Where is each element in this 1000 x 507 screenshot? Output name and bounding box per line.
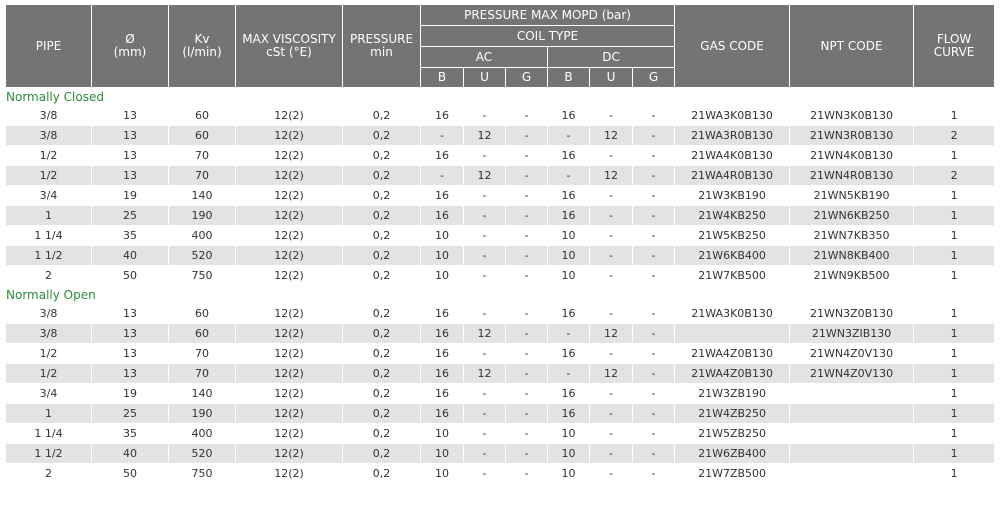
cell-ac-u: - <box>464 266 506 286</box>
cell-pipe: 3/8 <box>6 304 92 324</box>
cell-max-viscosity: 12(2) <box>236 344 343 364</box>
header-dc-g: G <box>633 68 675 88</box>
cell-pressure-min: 0,2 <box>343 424 421 444</box>
cell-dc-g: - <box>633 126 675 146</box>
cell-flow-curve: 1 <box>914 304 994 324</box>
cell-dc-b: 16 <box>548 206 590 226</box>
cell-dc-u: 12 <box>590 126 633 146</box>
header-pressure-min: PRESSURE min <box>343 5 421 88</box>
cell-npt-code <box>790 384 914 404</box>
cell-dc-u: - <box>590 266 633 286</box>
cell-dc-g: - <box>633 226 675 246</box>
header-dc-b: B <box>548 68 590 88</box>
cell-gas-code: 21W6ZB400 <box>675 444 790 464</box>
cell-diameter: 13 <box>92 166 169 186</box>
cell-diameter: 13 <box>92 324 169 344</box>
cell-ac-u: - <box>464 226 506 246</box>
cell-flow-curve: 2 <box>914 166 994 186</box>
cell-dc-b: - <box>548 166 590 186</box>
cell-ac-b: 10 <box>421 464 464 484</box>
cell-kv: 400 <box>169 424 236 444</box>
table-row <box>6 324 994 344</box>
section-normally-closed-heading <box>6 88 994 106</box>
cell-ac-g: - <box>506 304 548 324</box>
cell-gas-code: 21W5KB250 <box>675 226 790 246</box>
cell-max-viscosity: 12(2) <box>236 186 343 206</box>
cell-ac-g: - <box>506 166 548 186</box>
cell-dc-b: 16 <box>548 304 590 324</box>
cell-pressure-min: 0,2 <box>343 444 421 464</box>
cell-gas-code: 21W5ZB250 <box>675 424 790 444</box>
cell-kv: 70 <box>169 166 236 186</box>
cell-dc-g: - <box>633 304 675 324</box>
header-ac-b: B <box>421 68 464 88</box>
cell-dc-u: 12 <box>590 166 633 186</box>
cell-dc-g: - <box>633 146 675 166</box>
cell-kv: 60 <box>169 324 236 344</box>
cell-dc-g: - <box>633 364 675 384</box>
cell-dc-u: - <box>590 464 633 484</box>
cell-kv: 70 <box>169 146 236 166</box>
cell-kv: 520 <box>169 444 236 464</box>
header-dc: DC <box>548 47 675 68</box>
cell-ac-b: 16 <box>421 106 464 126</box>
cell-dc-u: - <box>590 404 633 424</box>
cell-npt-code <box>790 404 914 424</box>
table-row <box>6 424 994 444</box>
cell-pipe: 1 1/4 <box>6 226 92 246</box>
cell-npt-code: 21WN9KB500 <box>790 266 914 286</box>
cell-max-viscosity: 12(2) <box>236 146 343 166</box>
cell-pipe: 1 <box>6 206 92 226</box>
cell-ac-b: 16 <box>421 206 464 226</box>
cell-ac-b: 10 <box>421 246 464 266</box>
cell-dc-b: 10 <box>548 226 590 246</box>
table-row <box>6 304 994 324</box>
cell-gas-code: 21WA4R0B130 <box>675 166 790 186</box>
cell-ac-g: - <box>506 324 548 344</box>
cell-flow-curve: 1 <box>914 266 994 286</box>
cell-dc-u: - <box>590 344 633 364</box>
header-flow-curve: FLOW CURVE <box>914 5 994 88</box>
cell-ac-g: - <box>506 186 548 206</box>
cell-dc-b: 10 <box>548 266 590 286</box>
cell-dc-g: - <box>633 464 675 484</box>
cell-gas-code: 21W3ZB190 <box>675 384 790 404</box>
cell-max-viscosity: 12(2) <box>236 304 343 324</box>
cell-dc-b: - <box>548 364 590 384</box>
cell-ac-g: - <box>506 364 548 384</box>
cell-ac-g: - <box>506 344 548 364</box>
cell-pressure-min: 0,2 <box>343 464 421 484</box>
cell-ac-g: - <box>506 206 548 226</box>
table-row <box>6 226 994 246</box>
cell-flow-curve: 1 <box>914 384 994 404</box>
table-row <box>6 364 994 384</box>
cell-gas-code: 21W7ZB500 <box>675 464 790 484</box>
cell-dc-g: - <box>633 206 675 226</box>
section-title: Normally Closed <box>6 88 994 106</box>
cell-ac-b: 16 <box>421 324 464 344</box>
cell-npt-code <box>790 424 914 444</box>
cell-kv: 60 <box>169 126 236 146</box>
cell-gas-code: 21W7KB500 <box>675 266 790 286</box>
cell-npt-code <box>790 444 914 464</box>
cell-ac-u: 12 <box>464 126 506 146</box>
table-header <box>6 5 994 88</box>
cell-npt-code: 21WN3ZIB130 <box>790 324 914 344</box>
cell-ac-b: 16 <box>421 404 464 424</box>
cell-dc-b: 10 <box>548 444 590 464</box>
cell-flow-curve: 1 <box>914 364 994 384</box>
cell-pressure-min: 0,2 <box>343 226 421 246</box>
cell-max-viscosity: 12(2) <box>236 324 343 344</box>
cell-dc-u: - <box>590 246 633 266</box>
cell-pressure-min: 0,2 <box>343 166 421 186</box>
cell-dc-u: - <box>590 186 633 206</box>
table-row <box>6 166 994 186</box>
cell-npt-code: 21WN4Z0V130 <box>790 344 914 364</box>
cell-max-viscosity: 12(2) <box>236 404 343 424</box>
cell-pressure-min: 0,2 <box>343 404 421 424</box>
cell-dc-u: - <box>590 146 633 166</box>
cell-dc-b: 16 <box>548 186 590 206</box>
cell-npt-code: 21WN8KB400 <box>790 246 914 266</box>
cell-pressure-min: 0,2 <box>343 324 421 344</box>
cell-dc-u: - <box>590 206 633 226</box>
cell-max-viscosity: 12(2) <box>236 444 343 464</box>
cell-dc-g: - <box>633 246 675 266</box>
section-title: Normally Open <box>6 286 994 304</box>
cell-flow-curve: 1 <box>914 226 994 246</box>
cell-kv: 140 <box>169 384 236 404</box>
cell-npt-code: 21WN7KB350 <box>790 226 914 246</box>
cell-pressure-min: 0,2 <box>343 126 421 146</box>
cell-dc-b: 16 <box>548 106 590 126</box>
cell-max-viscosity: 12(2) <box>236 246 343 266</box>
table-row <box>6 344 994 364</box>
cell-flow-curve: 1 <box>914 106 994 126</box>
cell-ac-b: 16 <box>421 146 464 166</box>
cell-dc-g: - <box>633 266 675 286</box>
cell-gas-code: 21WA4Z0B130 <box>675 344 790 364</box>
table-row <box>6 384 994 404</box>
cell-max-viscosity: 12(2) <box>236 364 343 384</box>
cell-diameter: 13 <box>92 364 169 384</box>
cell-diameter: 25 <box>92 206 169 226</box>
cell-diameter: 25 <box>92 404 169 424</box>
cell-max-viscosity: 12(2) <box>236 166 343 186</box>
cell-flow-curve: 1 <box>914 464 994 484</box>
cell-ac-u: - <box>464 106 506 126</box>
cell-dc-g: - <box>633 444 675 464</box>
header-dc-u: U <box>590 68 633 88</box>
table-row <box>6 266 994 286</box>
table-row <box>6 464 994 484</box>
cell-dc-b: 16 <box>548 404 590 424</box>
cell-gas-code: 21W6KB400 <box>675 246 790 266</box>
cell-pressure-min: 0,2 <box>343 364 421 384</box>
cell-ac-b: - <box>421 126 464 146</box>
cell-dc-g: - <box>633 166 675 186</box>
cell-kv: 190 <box>169 206 236 226</box>
cell-flow-curve: 1 <box>914 146 994 166</box>
cell-diameter: 35 <box>92 226 169 246</box>
cell-pipe: 3/8 <box>6 106 92 126</box>
cell-gas-code: 21WA4K0B130 <box>675 146 790 166</box>
cell-pressure-min: 0,2 <box>343 146 421 166</box>
cell-kv: 400 <box>169 226 236 246</box>
cell-flow-curve: 1 <box>914 246 994 266</box>
cell-gas-code: 21W3KB190 <box>675 186 790 206</box>
cell-diameter: 19 <box>92 186 169 206</box>
cell-pressure-min: 0,2 <box>343 266 421 286</box>
cell-diameter: 13 <box>92 126 169 146</box>
cell-npt-code: 21WN3K0B130 <box>790 106 914 126</box>
cell-ac-g: - <box>506 126 548 146</box>
cell-pressure-min: 0,2 <box>343 186 421 206</box>
cell-dc-u: 12 <box>590 364 633 384</box>
cell-diameter: 50 <box>92 266 169 286</box>
cell-max-viscosity: 12(2) <box>236 464 343 484</box>
cell-pipe: 3/4 <box>6 384 92 404</box>
cell-flow-curve: 1 <box>914 324 994 344</box>
section-normally-open-rows <box>6 304 994 484</box>
cell-diameter: 40 <box>92 444 169 464</box>
section-normally-closed-rows <box>6 106 994 286</box>
cell-pipe: 3/4 <box>6 186 92 206</box>
cell-ac-u: - <box>464 404 506 424</box>
cell-diameter: 13 <box>92 304 169 324</box>
cell-kv: 140 <box>169 186 236 206</box>
cell-ac-b: 16 <box>421 186 464 206</box>
cell-flow-curve: 1 <box>914 186 994 206</box>
cell-ac-u: - <box>464 304 506 324</box>
cell-ac-u: - <box>464 344 506 364</box>
cell-max-viscosity: 12(2) <box>236 106 343 126</box>
cell-pipe: 1 1/2 <box>6 246 92 266</box>
cell-npt-code <box>790 464 914 484</box>
cell-pipe: 2 <box>6 266 92 286</box>
cell-ac-u: - <box>464 424 506 444</box>
table-row <box>6 106 994 126</box>
cell-dc-g: - <box>633 106 675 126</box>
cell-pressure-min: 0,2 <box>343 304 421 324</box>
cell-dc-g: - <box>633 186 675 206</box>
cell-ac-b: 16 <box>421 384 464 404</box>
header-kv: Kv (l/min) <box>169 5 236 88</box>
cell-ac-u: - <box>464 186 506 206</box>
header-npt-code: NPT CODE <box>790 5 914 88</box>
cell-ac-g: - <box>506 246 548 266</box>
cell-ac-g: - <box>506 226 548 246</box>
cell-dc-u: - <box>590 304 633 324</box>
cell-diameter: 13 <box>92 146 169 166</box>
cell-gas-code: 21WA4Z0B130 <box>675 364 790 384</box>
cell-dc-b: 16 <box>548 146 590 166</box>
cell-flow-curve: 1 <box>914 206 994 226</box>
header-ac-g: G <box>506 68 548 88</box>
cell-pipe: 1/2 <box>6 146 92 166</box>
cell-max-viscosity: 12(2) <box>236 384 343 404</box>
cell-diameter: 13 <box>92 344 169 364</box>
cell-dc-b: - <box>548 126 590 146</box>
cell-ac-b: 10 <box>421 444 464 464</box>
cell-npt-code: 21WN4Z0V130 <box>790 364 914 384</box>
cell-kv: 60 <box>169 304 236 324</box>
cell-dc-g: - <box>633 344 675 364</box>
cell-pressure-min: 0,2 <box>343 384 421 404</box>
cell-ac-u: - <box>464 246 506 266</box>
cell-npt-code: 21WN4K0B130 <box>790 146 914 166</box>
header-pressure-max-mopd: PRESSURE MAX MOPD (bar) <box>421 5 675 26</box>
cell-max-viscosity: 12(2) <box>236 126 343 146</box>
cell-flow-curve: 1 <box>914 444 994 464</box>
cell-max-viscosity: 12(2) <box>236 266 343 286</box>
cell-gas-code: 21WA3R0B130 <box>675 126 790 146</box>
cell-dc-g: - <box>633 404 675 424</box>
valve-spec-table <box>6 5 994 484</box>
cell-flow-curve: 2 <box>914 126 994 146</box>
cell-pipe: 1/2 <box>6 344 92 364</box>
header-diameter: Ø (mm) <box>92 5 169 88</box>
cell-ac-g: - <box>506 266 548 286</box>
section-normally-open-heading <box>6 286 994 304</box>
cell-ac-g: - <box>506 384 548 404</box>
cell-kv: 70 <box>169 364 236 384</box>
cell-kv: 520 <box>169 246 236 266</box>
cell-kv: 190 <box>169 404 236 424</box>
cell-dc-b: 10 <box>548 246 590 266</box>
cell-npt-code: 21WN5KB190 <box>790 186 914 206</box>
cell-npt-code: 21WN4R0B130 <box>790 166 914 186</box>
cell-dc-b: - <box>548 324 590 344</box>
table-row <box>6 246 994 266</box>
cell-ac-b: 16 <box>421 364 464 384</box>
table-row <box>6 146 994 166</box>
cell-pipe: 2 <box>6 464 92 484</box>
header-ac: AC <box>421 47 548 68</box>
cell-pipe: 1/2 <box>6 364 92 384</box>
cell-ac-u: - <box>464 384 506 404</box>
cell-pressure-min: 0,2 <box>343 106 421 126</box>
cell-ac-u: - <box>464 464 506 484</box>
header-ac-u: U <box>464 68 506 88</box>
cell-dc-b: 16 <box>548 344 590 364</box>
table-row <box>6 404 994 424</box>
header-gas-code: GAS CODE <box>675 5 790 88</box>
cell-gas-code <box>675 324 790 344</box>
cell-gas-code: 21W4KB250 <box>675 206 790 226</box>
cell-ac-b: 10 <box>421 226 464 246</box>
cell-dc-b: 10 <box>548 424 590 444</box>
cell-dc-b: 10 <box>548 464 590 484</box>
cell-gas-code: 21WA3K0B130 <box>675 304 790 324</box>
cell-ac-b: 10 <box>421 266 464 286</box>
cell-ac-g: - <box>506 424 548 444</box>
table-row <box>6 444 994 464</box>
cell-max-viscosity: 12(2) <box>236 424 343 444</box>
cell-ac-u: 12 <box>464 166 506 186</box>
header-max-viscosity: MAX VISCOSITY cSt (°E) <box>236 5 343 88</box>
cell-pipe: 1 1/2 <box>6 444 92 464</box>
table-row <box>6 126 994 146</box>
cell-ac-u: - <box>464 206 506 226</box>
cell-dc-u: - <box>590 106 633 126</box>
cell-kv: 750 <box>169 464 236 484</box>
cell-ac-b: 16 <box>421 304 464 324</box>
cell-dc-g: - <box>633 424 675 444</box>
cell-pressure-min: 0,2 <box>343 206 421 226</box>
cell-flow-curve: 1 <box>914 424 994 444</box>
cell-dc-u: - <box>590 444 633 464</box>
cell-diameter: 50 <box>92 464 169 484</box>
cell-ac-b: - <box>421 166 464 186</box>
cell-npt-code: 21WN6KB250 <box>790 206 914 226</box>
cell-npt-code: 21WN3Z0B130 <box>790 304 914 324</box>
cell-pressure-min: 0,2 <box>343 246 421 266</box>
cell-dc-u: - <box>590 424 633 444</box>
cell-gas-code: 21W4ZB250 <box>675 404 790 424</box>
header-pipe: PIPE <box>6 5 92 88</box>
cell-ac-g: - <box>506 146 548 166</box>
cell-dc-b: 16 <box>548 384 590 404</box>
header-coil-type: COIL TYPE <box>421 26 675 47</box>
cell-flow-curve: 1 <box>914 344 994 364</box>
cell-diameter: 19 <box>92 384 169 404</box>
cell-max-viscosity: 12(2) <box>236 226 343 246</box>
cell-dc-u: - <box>590 384 633 404</box>
cell-diameter: 13 <box>92 106 169 126</box>
cell-kv: 60 <box>169 106 236 126</box>
cell-pipe: 1 1/4 <box>6 424 92 444</box>
cell-dc-g: - <box>633 324 675 344</box>
cell-pipe: 1/2 <box>6 166 92 186</box>
cell-diameter: 35 <box>92 424 169 444</box>
cell-kv: 70 <box>169 344 236 364</box>
cell-dc-u: 12 <box>590 324 633 344</box>
cell-pipe: 3/8 <box>6 126 92 146</box>
cell-ac-u: 12 <box>464 364 506 384</box>
cell-pipe: 3/8 <box>6 324 92 344</box>
cell-flow-curve: 1 <box>914 404 994 424</box>
cell-ac-u: - <box>464 146 506 166</box>
table-row <box>6 186 994 206</box>
cell-ac-u: - <box>464 444 506 464</box>
table-row <box>6 206 994 226</box>
cell-ac-g: - <box>506 444 548 464</box>
cell-ac-u: 12 <box>464 324 506 344</box>
cell-pipe: 1 <box>6 404 92 424</box>
cell-kv: 750 <box>169 266 236 286</box>
cell-ac-g: - <box>506 106 548 126</box>
cell-ac-g: - <box>506 464 548 484</box>
cell-dc-u: - <box>590 226 633 246</box>
cell-ac-b: 10 <box>421 424 464 444</box>
cell-gas-code: 21WA3K0B130 <box>675 106 790 126</box>
cell-diameter: 40 <box>92 246 169 266</box>
cell-max-viscosity: 12(2) <box>236 206 343 226</box>
cell-pressure-min: 0,2 <box>343 344 421 364</box>
cell-ac-g: - <box>506 404 548 424</box>
cell-ac-b: 16 <box>421 344 464 364</box>
cell-npt-code: 21WN3R0B130 <box>790 126 914 146</box>
cell-dc-g: - <box>633 384 675 404</box>
